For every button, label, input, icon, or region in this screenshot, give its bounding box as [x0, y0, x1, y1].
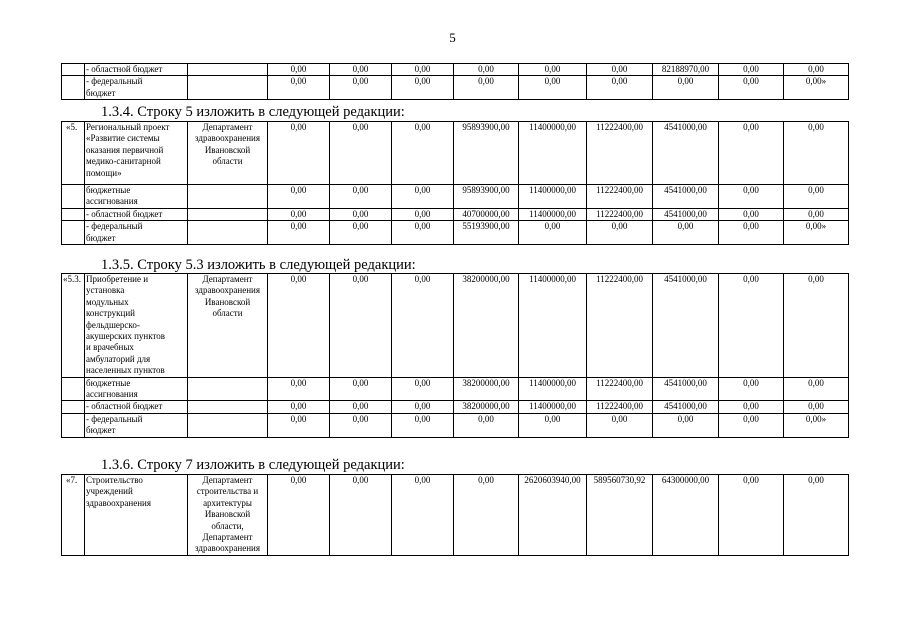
- value-cell: 4541000,00: [653, 185, 719, 209]
- value-cell: 0,00: [392, 64, 454, 76]
- value-cell: 4541000,00: [653, 122, 719, 185]
- value-cell: 0,00: [330, 64, 392, 76]
- value-cell: 11400000,00: [519, 208, 587, 220]
- value-cell: 0,00: [587, 76, 653, 100]
- value-cell: 0,00: [268, 413, 330, 437]
- value-cell: 0,00: [784, 475, 849, 556]
- table-row: [62, 185, 849, 209]
- value-cell: 0,00: [719, 221, 784, 245]
- value-cell: 38200000,00: [454, 377, 519, 401]
- table-row: [62, 221, 849, 245]
- row-number: «5.3.: [62, 274, 85, 378]
- value-cell: 0,00: [330, 413, 392, 437]
- row-label: - федеральный бюджет: [85, 221, 188, 245]
- value-cell: 0,00: [653, 76, 719, 100]
- value-cell: 0,00: [268, 64, 330, 76]
- value-cell: 0,00: [392, 221, 454, 245]
- table-row: [62, 413, 849, 437]
- department: Департамент здравоохранения Ивановской области: [188, 122, 268, 185]
- value-cell: 0,00: [784, 274, 849, 378]
- value-cell: 11222400,00: [587, 185, 653, 209]
- value-cell: 0,00: [330, 185, 392, 209]
- value-cell: 0,00: [719, 274, 784, 378]
- value-cell: 0,00: [330, 122, 392, 185]
- value-cell: 0,00: [330, 221, 392, 245]
- value-cell: 0,00: [587, 64, 653, 76]
- value-cell: 0,00: [719, 208, 784, 220]
- value-cell: 38200000,00: [454, 401, 519, 413]
- value-cell: 11222400,00: [587, 377, 653, 401]
- value-cell: 55193900,00: [454, 221, 519, 245]
- table-continuation: [61, 63, 849, 100]
- value-cell: 0,00: [719, 377, 784, 401]
- value-cell: 0,00: [268, 76, 330, 100]
- value-cell: 0,00: [454, 475, 519, 556]
- table-row: [62, 122, 849, 185]
- value-cell: 0,00: [330, 401, 392, 413]
- value-cell: 64300000,00: [653, 475, 719, 556]
- value-cell: 0,00: [392, 475, 454, 556]
- value-cell: 0,00: [454, 76, 519, 100]
- value-cell: 0,00: [392, 76, 454, 100]
- value-cell: 0,00: [268, 475, 330, 556]
- value-cell: 0,00: [268, 401, 330, 413]
- value-cell: 0,00: [719, 185, 784, 209]
- value-cell: 0,00: [454, 413, 519, 437]
- value-cell: 0,00: [719, 122, 784, 185]
- value-cell: 0,00: [330, 475, 392, 556]
- row-label: - областной бюджет: [85, 64, 188, 76]
- value-cell: 11400000,00: [519, 377, 587, 401]
- value-cell: 95893900,00: [454, 122, 519, 185]
- value-cell: 0,00: [784, 377, 849, 401]
- value-cell: 4541000,00: [653, 377, 719, 401]
- value-cell: 0,00: [330, 274, 392, 378]
- table-row-7: [61, 474, 849, 556]
- row-number: «7.: [62, 475, 85, 556]
- value-cell: 0,00: [392, 274, 454, 378]
- value-cell: 0,00: [330, 76, 392, 100]
- row-label: - областной бюджет: [85, 401, 188, 413]
- project-name: Приобретение и установка модульных конструкций фельдшерско- акушерских пунктов и врачебных амбулаторий для населенных пунктов: [85, 274, 188, 378]
- value-cell: 82188970,00: [653, 64, 719, 76]
- table-row: [62, 64, 849, 76]
- value-cell: 0,00: [268, 274, 330, 378]
- value-cell: 0,00: [719, 76, 784, 100]
- value-cell: 0,00: [784, 208, 849, 220]
- row-number: «5.: [62, 122, 85, 185]
- value-cell: 0,00: [719, 475, 784, 556]
- value-cell: 0,00: [653, 413, 719, 437]
- value-cell: 38200000,00: [454, 274, 519, 378]
- value-cell: 0,00: [653, 221, 719, 245]
- value-cell: 0,00: [784, 64, 849, 76]
- project-name: Строительство учреждений здравоохранения: [85, 475, 188, 556]
- value-cell: 11400000,00: [519, 185, 587, 209]
- table-row-5-3: [61, 273, 849, 438]
- row-label: бюджетные ассигнования: [85, 377, 188, 401]
- value-cell: 0,00: [519, 76, 587, 100]
- value-cell: 0,00: [519, 64, 587, 76]
- section-heading-1-3-6: 1.3.6. Строку 7 изложить в следующей редакции:: [101, 457, 405, 473]
- value-cell: 0,00: [268, 377, 330, 401]
- table-row: [62, 401, 849, 413]
- value-cell: 11222400,00: [587, 208, 653, 220]
- table-row-5: [61, 121, 849, 245]
- value-cell: 0,00: [392, 122, 454, 185]
- table-row: [62, 475, 849, 556]
- value-cell: 0,00: [268, 122, 330, 185]
- table-row: [62, 377, 849, 401]
- value-cell: 0,00: [268, 208, 330, 220]
- table-row: [62, 274, 849, 378]
- value-cell: 11400000,00: [519, 122, 587, 185]
- row-label: - федеральный бюджет: [85, 413, 188, 437]
- value-cell: 0,00: [719, 64, 784, 76]
- value-cell: 0,00: [268, 185, 330, 209]
- project-name: Региональный проект «Развитие системы оказания первичной медико-санитарной помощи»: [85, 122, 188, 185]
- value-cell: 11222400,00: [587, 122, 653, 185]
- value-cell: 0,00: [784, 185, 849, 209]
- table-row: [62, 208, 849, 220]
- value-cell: 0,00»: [784, 221, 849, 245]
- value-cell: 0,00: [784, 401, 849, 413]
- value-cell: 0,00: [454, 64, 519, 76]
- value-cell: 4541000,00: [653, 208, 719, 220]
- page-number: 5: [449, 30, 456, 45]
- value-cell: 4541000,00: [653, 401, 719, 413]
- value-cell: 0,00: [392, 413, 454, 437]
- value-cell: 589560730,92: [587, 475, 653, 556]
- value-cell: 0,00: [392, 208, 454, 220]
- value-cell: 11222400,00: [587, 401, 653, 413]
- value-cell: 0,00: [519, 221, 587, 245]
- row-label: - федеральный бюджет: [85, 76, 188, 100]
- value-cell: 0,00: [392, 377, 454, 401]
- value-cell: 0,00: [392, 185, 454, 209]
- value-cell: 0,00: [719, 413, 784, 437]
- value-cell: 0,00: [330, 377, 392, 401]
- row-label: бюджетные ассигнования: [85, 185, 188, 209]
- value-cell: 95893900,00: [454, 185, 519, 209]
- section-heading-1-3-4: 1.3.4. Строку 5 изложить в следующей редакции:: [101, 104, 405, 120]
- value-cell: 0,00»: [784, 413, 849, 437]
- value-cell: 0,00: [587, 221, 653, 245]
- department: Департамент строительства и архитектуры Ивановской области, Департамент здравоохранения: [188, 475, 268, 556]
- value-cell: 0,00»: [784, 76, 849, 100]
- value-cell: 0,00: [587, 413, 653, 437]
- value-cell: 0,00: [392, 401, 454, 413]
- value-cell: 0,00: [519, 413, 587, 437]
- value-cell: 4541000,00: [653, 274, 719, 378]
- value-cell: 0,00: [719, 401, 784, 413]
- table-row: [62, 76, 849, 100]
- value-cell: 2620603940,00: [519, 475, 587, 556]
- section-heading-1-3-5: 1.3.5. Строку 5.3 изложить в следующей редакции:: [101, 257, 416, 273]
- value-cell: 40700000,00: [454, 208, 519, 220]
- value-cell: 0,00: [268, 221, 330, 245]
- value-cell: 11400000,00: [519, 401, 587, 413]
- value-cell: 0,00: [330, 208, 392, 220]
- department: Департамент здравоохранения Ивановской области: [188, 274, 268, 378]
- value-cell: 11222400,00: [587, 274, 653, 378]
- row-label: - областной бюджет: [85, 208, 188, 220]
- value-cell: 11400000,00: [519, 274, 587, 378]
- value-cell: 0,00: [784, 122, 849, 185]
